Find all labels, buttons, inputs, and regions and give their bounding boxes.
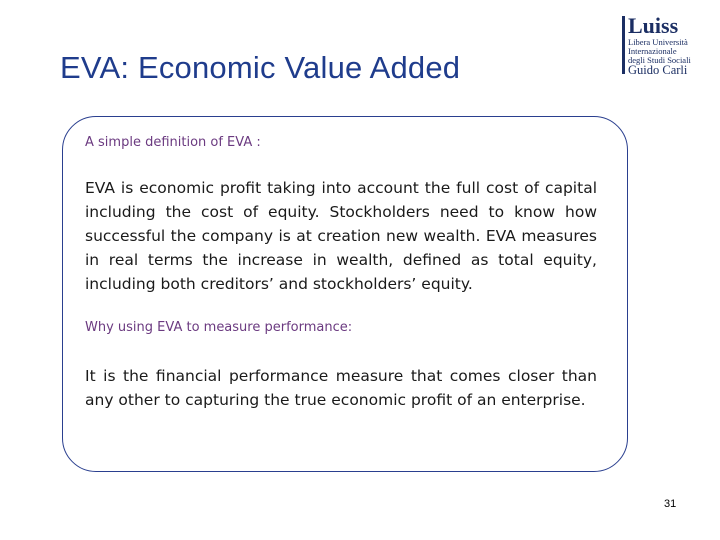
logo-line-2: Internazionale — [628, 46, 677, 56]
definition-text: EVA is economic profit taking into account the full cost of capital including the cost of equity. Stockholders need to know how successful the company is at creation new wealth. EVA measures in real terms the increase in wealth, defined as total equity, including both creditors’ and stockholders’ equity. — [85, 179, 597, 293]
page-number: 31 — [664, 498, 677, 510]
logo-brand: Luiss — [628, 13, 679, 38]
logo-line-1: Libera Università — [628, 37, 688, 47]
logo-bar — [622, 16, 625, 74]
slide-title: EVA: Economic Value Added — [60, 50, 461, 85]
why-heading: Why using EVA to measure performance: — [85, 320, 353, 335]
logo-line-3: degli Studi Sociali — [628, 55, 691, 65]
logo-line-4: Guido Carli — [628, 63, 688, 77]
luiss-logo — [622, 13, 694, 77]
definition-heading: A simple definition of EVA : — [85, 135, 261, 150]
why-text: It is the financial performance measure that comes closer than any other to capturing the true economic profit of an enterprise. — [85, 367, 597, 409]
